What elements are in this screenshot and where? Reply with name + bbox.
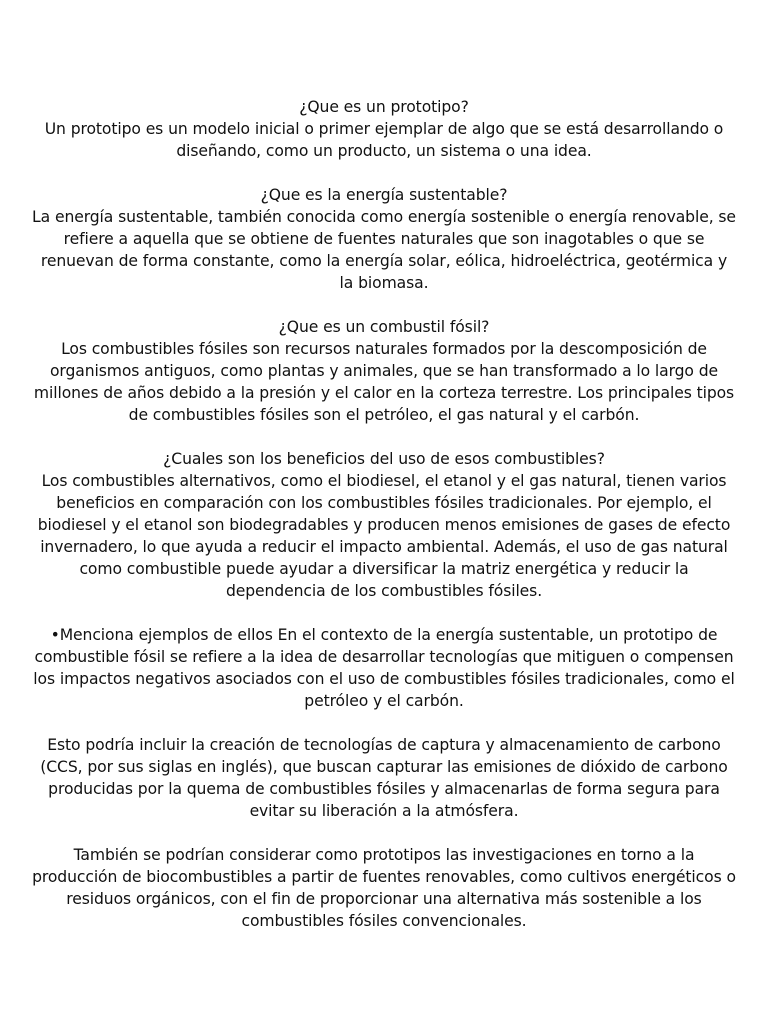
section-ejemplos [32, 624, 736, 712]
document-page [32, 96, 736, 954]
answer-paragraph: Los combustibles alternativos, como el biodiesel, el etanol y el gas natural, tienen varios beneficios en comparación con los combustibles fósiles tradicionales. Por ejemplo, el biodiesel y el etanol son biodegradables y producen menos emisiones de gases de efecto invernadero, lo que ayuda a reducir el impacto ambiental. Además, el uso de gas natural como combustible puede ayudar a diversificar la matriz energética y reducir la dependencia de los combustibles fósiles. [37, 472, 731, 600]
answer-paragraph: También se podrían considerar como prototipos las investigaciones en torno a la producción de biocombustibles a partir de fuentes renovables, como cultivos energéticos o residuos orgánicos, con el fin de proporcionar una alternativa más sostenible a los combustibles fósiles convencionales. [32, 846, 736, 930]
section-energia-sustentable [32, 184, 736, 294]
answer-paragraph: Un prototipo es un modelo inicial o primer ejemplar de algo que se está desarrollando o diseñando, como un producto, un sistema o una idea. [44, 120, 724, 160]
section-biocombustibles [32, 844, 736, 932]
answer-paragraph: La energía sustentable, también conocida como energía sostenible o energía renovable, se refiere a aquella que se obtiene de fuentes naturales que son inagotables o que se renuevan de forma constante, como la energía solar, eólica, hidroeléctrica, geotérmica y la biomasa. [32, 208, 736, 292]
answer-paragraph: Esto podría incluir la creación de tecnologías de captura y almacenamiento de carbono (CCS, por sus siglas en inglés), que buscan capturar las emisiones de dióxido de carbono producidas por la quema de combustibles fósiles y almacenarlas de forma segura para evitar su liberación a la atmósfera. [40, 736, 728, 820]
question-heading: ¿Cuales son los beneficios del uso de esos combustibles? [163, 450, 605, 468]
question-heading: ¿Que es la energía sustentable? [260, 186, 508, 204]
section-captura-carbono [32, 734, 736, 822]
answer-paragraph: •Menciona ejemplos de ellos En el contexto de la energía sustentable, un prototipo de combustible fósil se refiere a la idea de desarrollar tecnologías que mitiguen o compensen los impactos negativos asociados con el uso de combustibles fósiles tradicionales, como el petróleo y el carbón. [33, 626, 735, 710]
question-heading: ¿Que es un prototipo? [299, 98, 469, 116]
section-beneficios [32, 448, 736, 602]
question-heading: ¿Que es un combustil fósil? [278, 318, 490, 336]
answer-paragraph: Los combustibles fósiles son recursos naturales formados por la descomposición de organismos antiguos, como plantas y animales, que se han transformado a lo largo de millones de años debido a la presión y el calor en la corteza terrestre. Los principales tipos de combustibles fósiles son el petróleo, el gas natural y el carbón. [33, 340, 735, 424]
section-prototipo [32, 96, 736, 162]
section-combustible-fosil [32, 316, 736, 426]
